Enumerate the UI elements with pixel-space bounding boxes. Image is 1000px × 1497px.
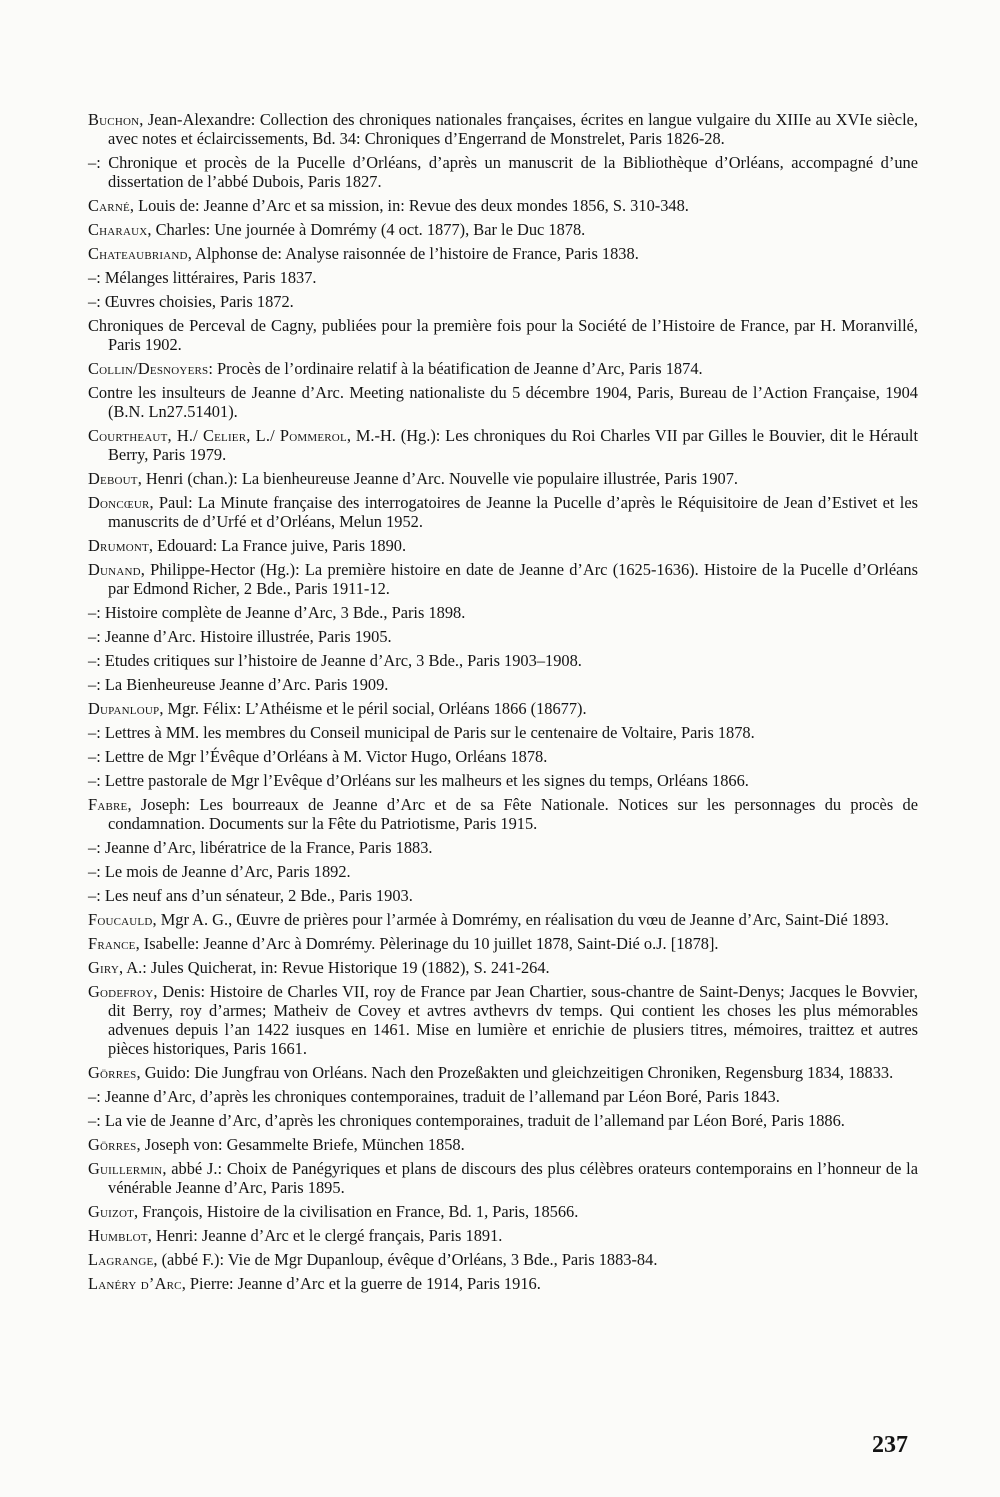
bibliography-entry <box>88 153 918 191</box>
bibliography-entry <box>88 1250 918 1269</box>
entry-text: , Alphonse de: Analyse raisonnée de l’histoire de France, Paris 1838. <box>187 244 639 263</box>
entry-text: –: Lettre pastorale de Mgr l’Evêque d’Orléans sur les malheurs et les signes du temps, Orléans 1866. <box>88 771 749 790</box>
bibliography-entry <box>88 292 918 311</box>
entry-text: –: Lettre de Mgr l’Évêque d’Orléans à M. Victor Hugo, Orléans 1878. <box>88 747 548 766</box>
bibliography-entry <box>88 196 918 215</box>
entry-text: –: Lettres à MM. les membres du Conseil municipal de Paris sur le centenaire de Voltaire, Paris 1878. <box>88 723 755 742</box>
entry-author: Görres <box>88 1135 137 1154</box>
bibliography-entry <box>88 838 918 857</box>
bibliography-entry <box>88 910 918 929</box>
bibliography-entry <box>88 383 918 421</box>
bibliography-entry <box>88 426 918 464</box>
entry-text: , Mgr A. G., Œuvre de prières pour l’armée à Domrémy, en réalisation du vœu de Jeanne d’Arc, Saint-Dié 1893. <box>152 910 889 929</box>
entry-author: Humblot <box>88 1226 148 1245</box>
bibliography-entry <box>88 795 918 833</box>
entry-text: –: Chronique et procès de la Pucelle d’Orléans, d’après un manuscrit de la Bibliothèque d’Orléans, accompagné d’une dissertation de l’abbé Dubois, Paris 1827. <box>88 153 918 191</box>
page-number: 237 <box>872 1432 908 1458</box>
bibliography-entry <box>88 1087 918 1106</box>
entry-text: , A.: Jules Quicherat, in: Revue Historique 19 (1882), S. 241-264. <box>118 958 550 977</box>
entry-text: : Procès de l’ordinaire relatif à la béatification de Jeanne d’Arc, Paris 1874. <box>208 359 703 378</box>
entry-author: Giry <box>88 958 119 977</box>
entry-text: –: Jeanne d’Arc, d’après les chroniques contemporaines, traduit de l’allemand par Léon Boré, Paris 1843. <box>88 1087 780 1106</box>
bibliography-entry <box>88 1135 918 1154</box>
entry-text: –: Les neuf ans d’un sénateur, 2 Bde., Paris 1903. <box>88 886 413 905</box>
entry-text: , Isabelle: Jeanne d’Arc à Domrémy. Pèlerinage du 10 juillet 1878, Saint-Dié o.J. [1878]. <box>135 934 719 953</box>
entry-text: , Philippe-Hector (Hg.): La première histoire en date de Jeanne d’Arc (1625-1636). Histoire de la Pucelle d’Orléans par Edmond Richer, 2 Bde., Paris 1911-12. <box>108 560 918 598</box>
entry-author: France <box>88 934 136 953</box>
entry-author: Drumont <box>88 536 149 555</box>
bibliography-entry <box>88 244 918 263</box>
bibliography-entry <box>88 723 918 742</box>
bibliography-entry <box>88 316 918 354</box>
entry-text: , Charles: Une journée à Domrémy (4 oct. 1877), Bar le Duc 1878. <box>147 220 586 239</box>
entry-author: Lanéry d’Arc <box>88 1274 182 1293</box>
entry-text: , François, Histoire de la civilisation en France, Bd. 1, Paris, 18566. <box>134 1202 579 1221</box>
entry-author: Charaux <box>88 220 148 239</box>
entry-text: –: Etudes critiques sur l’histoire de Jeanne d’Arc, 3 Bde., Paris 1903–1908. <box>88 651 582 670</box>
entry-author: Fabre <box>88 795 128 814</box>
entry-text: , Guido: Die Jungfrau von Orléans. Nach den Prozeßakten und gleichzeitigen Chroniken, Regensburg 1834, 18833. <box>136 1063 894 1082</box>
entry-author: Courtheaut, H./ Celier, L./ Pommerol <box>88 426 347 445</box>
bibliography-entry <box>88 651 918 670</box>
entry-text: , Paul: La Minute française des interrogatoires de Jeanne la Pucelle d’après le Réquisitoire de Jean d’Estivet et les manuscrits de d’Urfé et d’Orléans, Melun 1952. <box>108 493 918 531</box>
bibliography-entry <box>88 1226 918 1245</box>
entry-text: –: Jeanne d’Arc. Histoire illustrée, Paris 1905. <box>88 627 392 646</box>
bibliography-entry <box>88 982 918 1058</box>
entry-author: Doncœur <box>88 493 150 512</box>
entry-author: Guillermin <box>88 1159 163 1178</box>
entry-author: Collin/Desnoyers <box>88 359 209 378</box>
entry-author: Guizot <box>88 1202 135 1221</box>
bibliography-entry <box>88 220 918 239</box>
entry-text: Contre les insulteurs de Jeanne d’Arc. Meeting nationaliste du 5 décembre 1904, Paris, Bureau de l’Action Française, 1904 (B.N. Ln27.51401). <box>88 383 918 421</box>
bibliography-entry <box>88 110 918 148</box>
entry-text: , Henri: Jeanne d’Arc et le clergé français, Paris 1891. <box>147 1226 503 1245</box>
bibliography-entry <box>88 934 918 953</box>
entry-text: Chroniques de Perceval de Cagny, publiées pour la première fois pour la Société de l’Histoire de France, par H. Moranvillé, Paris 1902. <box>88 316 918 354</box>
bibliography-entry <box>88 493 918 531</box>
entry-author: Chateaubriand <box>88 244 188 263</box>
entry-text: –: Œuvres choisies, Paris 1872. <box>88 292 294 311</box>
bibliography-entry <box>88 536 918 555</box>
entry-author: Dupanloup <box>88 699 160 718</box>
entry-author: Godefroy <box>88 982 154 1001</box>
entry-text: , Louis de: Jeanne d’Arc et sa mission, in: Revue des deux mondes 1856, S. 310-348. <box>129 196 689 215</box>
bibliography-entry <box>88 1063 918 1082</box>
entry-author: Carné <box>88 196 130 215</box>
entry-text: –: Le mois de Jeanne d’Arc, Paris 1892. <box>88 862 351 881</box>
bibliography-entry <box>88 862 918 881</box>
entry-text: , (abbé F.): Vie de Mgr Dupanloup, évêque d’Orléans, 3 Bde., Paris 1883-84. <box>153 1250 658 1269</box>
entry-author: Lagrange <box>88 1250 154 1269</box>
bibliography-entry <box>88 1159 918 1197</box>
bibliography-entry <box>88 675 918 694</box>
entry-text: , Pierre: Jeanne d’Arc et la guerre de 1914, Paris 1916. <box>181 1274 541 1293</box>
entry-text: –: La Bienheureuse Jeanne d’Arc. Paris 1909. <box>88 675 389 694</box>
entry-text: –: Mélanges littéraires, Paris 1837. <box>88 268 317 287</box>
bibliography-entry <box>88 747 918 766</box>
entry-author: Debout <box>88 469 138 488</box>
bibliography-entry <box>88 699 918 718</box>
bibliography-list <box>88 110 918 1298</box>
entry-text: , abbé J.: Choix de Panégyriques et plans de discours des plus célèbres orateurs contemporains en l’honneur de la vénérable Jeanne d’Arc, Paris 1895. <box>108 1159 918 1197</box>
bibliography-entry <box>88 1202 918 1221</box>
bibliography-entry <box>88 603 918 622</box>
entry-text: , Henri (chan.): La bienheureuse Jeanne d’Arc. Nouvelle vie populaire illustrée, Paris 1907. <box>137 469 739 488</box>
entry-text: , Denis: Histoire de Charles VII, roy de France par Jean Chartier, sous-chantre de Saint-Denys; Jacques le Bovvier, dit Berry, roy d’armes; Matheiv de Covey et avtres avthevrs dv temps. Qui contient les choses les plus mémorables advenues depuis l’an 1422 iusques en 1461. Mise en lumière et enrichie de plusiers titres, mémoires, traittez et autres pièces historiques, Paris 1661. <box>108 982 918 1058</box>
bibliography-entry <box>88 1274 918 1293</box>
entry-text: –: La vie de Jeanne d’Arc, d’après les chroniques contemporaines, traduit de l’allemand par Léon Boré, Paris 1886. <box>88 1111 845 1130</box>
entry-text: –: Jeanne d’Arc, libératrice de la France, Paris 1883. <box>88 838 433 857</box>
bibliography-entry <box>88 469 918 488</box>
bibliography-entry <box>88 886 918 905</box>
bibliography-entry <box>88 958 918 977</box>
bibliography-entry <box>88 560 918 598</box>
entry-text: , Edouard: La France juive, Paris 1890. <box>148 536 407 555</box>
bibliography-entry <box>88 268 918 287</box>
bibliography-entry <box>88 359 918 378</box>
entry-author: Görres <box>88 1063 137 1082</box>
entry-text: , Jean-Alexandre: Collection des chroniques nationales françaises, écrites en langue vulgaire du XIIIe au XVIe siècle, avec notes et éclaircissements, Bd. 34: Chroniques d’Engerrand de Monstrelet, Paris 1826-28. <box>108 110 918 148</box>
bibliography-entry <box>88 627 918 646</box>
bibliography-entry <box>88 771 918 790</box>
entry-author: Foucauld <box>88 910 153 929</box>
bibliography-entry <box>88 1111 918 1130</box>
entry-author: Dunand <box>88 560 141 579</box>
entry-text: , Joseph von: Gesammelte Briefe, München 1858. <box>136 1135 465 1154</box>
entry-author: Buchon <box>88 110 140 129</box>
entry-text: –: Histoire complète de Jeanne d’Arc, 3 Bde., Paris 1898. <box>88 603 466 622</box>
entry-text: , Joseph: Les bourreaux de Jeanne d’Arc et de sa Fête Nationale. Notices sur les personnages du procès de condamnation. Documents sur la Fête du Patriotisme, Paris 1915. <box>108 795 918 833</box>
entry-text: , M.-H. (Hg.): Les chroniques du Roi Charles VII par Gilles le Bouvier, dit le Hérault Berry, Paris 1979. <box>108 426 919 464</box>
entry-text: , Mgr. Félix: L’Athéisme et le péril social, Orléans 1866 (18677). <box>159 699 587 718</box>
